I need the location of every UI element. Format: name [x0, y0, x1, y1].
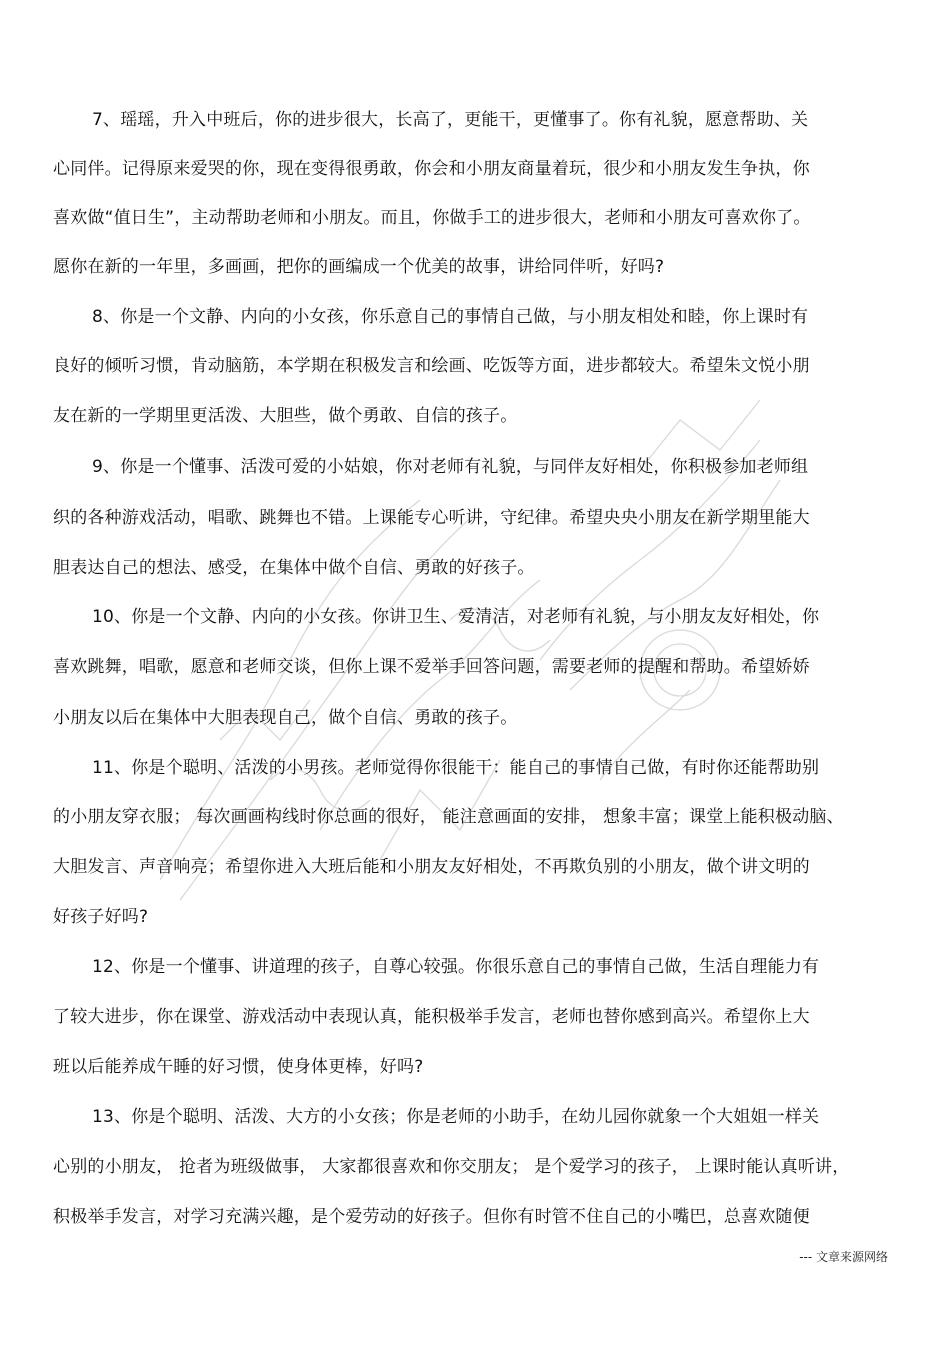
text-line: 心别的小朋友， 抢者为班级做事， 大家都很喜欢和你交朋友； 是个爱学习的孩子， 上课时能认真听讲， — [53, 1157, 850, 1177]
text-line: 10、你是一个文静、内向的小女孩。你讲卫生、爱清洁，对老师有礼貌，与小朋友友好相处，你 — [92, 607, 820, 627]
text-line: 织的各种游戏活动，唱歌、跳舞也不错。上课能专心听讲，守纪律。希望央央小朋友在新学期里能大 — [53, 508, 810, 528]
text-line: 班以后能养成午睡的好习惯，使身体更棒，好吗? — [53, 1057, 424, 1077]
text-line: 8、你是一个文静、内向的小女孩，你乐意自己的事情自己做，与小朋友相处和睦，你上课时有 — [92, 307, 809, 327]
text-line: 心同伴。记得原来爱哭的你，现在变得很勇敢，你会和小朋友商量着玩，很少和小朋友发生争执，你 — [53, 159, 810, 179]
text-line: 了较大进步，你在课堂、游戏活动中表现认真，能积极举手发言，老师也替你感到高兴。希望你上大 — [53, 1007, 810, 1027]
watermark-icon — [120, 360, 820, 920]
text-line: 11、你是个聪明、活泼的小男孩。老师觉得你很能干：能自己的事情自己做，有时你还能帮助别 — [92, 758, 820, 778]
text-line: 9、你是一个懂事、活泼可爱的小姑娘，你对老师有礼貌，与同伴友好相处，你积极参加老师组 — [92, 457, 809, 477]
text-line: 好孩子好吗? — [53, 907, 149, 927]
text-line: 13、你是个聪明、活泼、大方的小女孩；你是老师的小助手，在幼儿园你就象一个大姐姐一样关 — [92, 1107, 820, 1127]
text-line: 友在新的一学期里更活泼、大胆些，做个勇敢、自信的孩子。 — [53, 406, 518, 426]
text-line: 愿你在新的一年里，多画画，把你的画编成一个优美的故事，讲给同伴听，好吗? — [53, 257, 665, 277]
text-line: 小朋友以后在集体中大胆表现自己，做个自信、勇敢的孩子。 — [53, 708, 518, 728]
text-line: 积极举手发言，对学习充满兴趣，是个爱劳动的好孩子。但你有时管不住自己的小嘴巴，总喜欢随便 — [53, 1207, 810, 1227]
text-line: 的小朋友穿衣服； 每次画画构线时你总画的很好， 能注意画面的安排， 想象丰富；课堂上能积极动脑、 — [53, 807, 844, 827]
text-line: 大胆发言、声音响亮；希望你进入大班后能和小朋友友好相处，不再欺负别的小朋友，做个讲文明的 — [53, 857, 810, 877]
text-line: 胆表达自己的想法、感受，在集体中做个自信、勇敢的好孩子。 — [53, 558, 535, 578]
text-line: 12、你是一个懂事、讲道理的孩子，自尊心较强。你很乐意自己的事情自己做，生活自理能力有 — [92, 957, 820, 977]
text-line: 喜欢跳舞，唱歌，愿意和老师交谈，但你上课不爱举手回答问题，需要老师的提醒和帮助。希望娇娇 — [53, 657, 810, 677]
text-line: 喜欢做“值日生”，主动帮助老师和小朋友。而且，你做手工的进步很大，老师和小朋友可喜欢你了。 — [53, 208, 811, 228]
text-line: 良好的倾听习惯，肯动脑筋，本学期在积极发言和绘画、吃饭等方面，进步都较大。希望朱文悦小朋 — [53, 356, 810, 376]
text-line: 7、瑶瑶，升入中班后，你的进步很大，长高了，更能干，更懂事了。你有礼貌，愿意帮助、关 — [92, 110, 809, 130]
page-footer-source: --- 文章来源网络 — [799, 1250, 888, 1264]
